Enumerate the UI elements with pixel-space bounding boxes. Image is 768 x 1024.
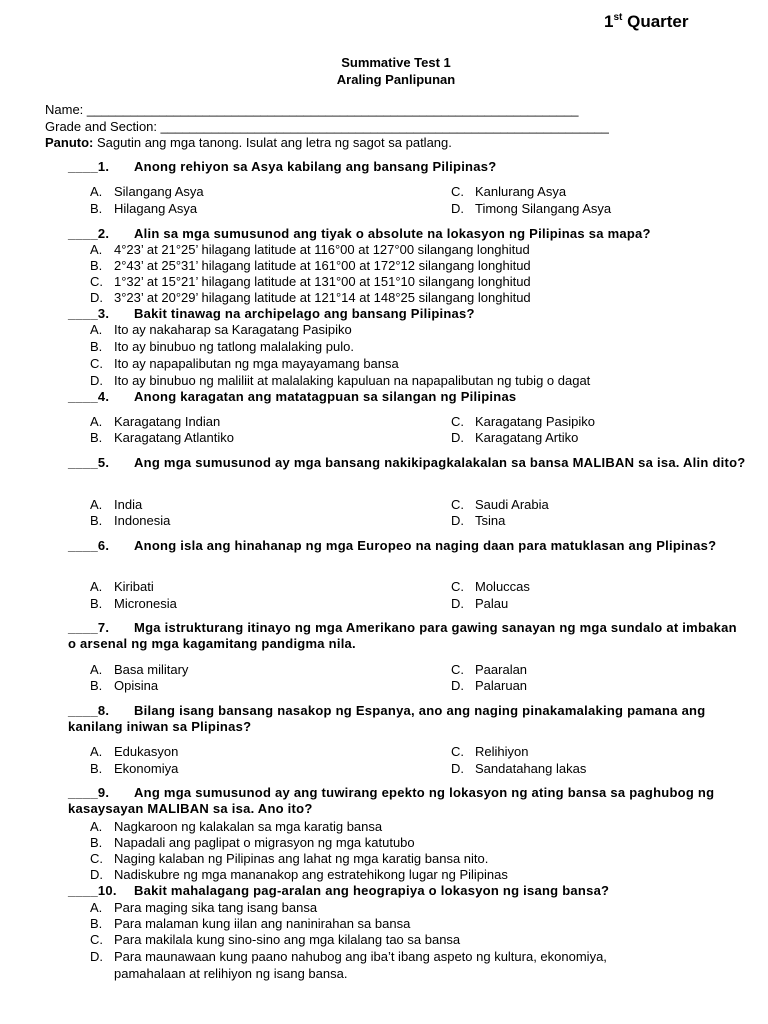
option-text: Ito ay binubuo ng tatlong malalaking pulo.: [114, 339, 354, 354]
question-text: Ang mga sumusunod ay mga bansang nakikipagkalakalan sa bansa MALIBAN sa isa. Alin dito?: [134, 455, 746, 470]
option-b: [90, 258, 531, 274]
option-text: Paaralan: [475, 662, 528, 677]
question-text: Anong rehiyon sa Asya kabilang ang bansang Pilipinas?: [134, 159, 497, 174]
option-b: [90, 430, 234, 446]
option-letter: C.: [451, 184, 464, 199]
option-letter: A.: [90, 184, 103, 199]
option-letter: A.: [90, 819, 103, 834]
question-text: Alin sa mga sumusunod ang tiyak o absolute na lokasyon ng Pilipinas sa mapa?: [134, 226, 651, 241]
option-text: Karagatang Indian: [114, 414, 221, 429]
option-c: [90, 932, 460, 948]
option-d: [90, 867, 508, 883]
quarter-heading: [604, 12, 689, 32]
question-7: [68, 620, 748, 652]
question-9: [68, 785, 748, 817]
instructions-label: Panuto:: [45, 135, 94, 150]
question-8: [68, 703, 748, 735]
option-d: [90, 373, 590, 389]
option-letter: A.: [90, 322, 103, 337]
option-a: [90, 819, 382, 835]
option-b: [90, 513, 170, 529]
option-letter: B.: [90, 258, 103, 273]
option-text: Para makilala kung sino-sino ang mga kilalang tao sa bansa: [114, 932, 461, 947]
option-a: [90, 414, 220, 430]
option-text: Palau: [475, 596, 509, 611]
option-text: Kanlurang Asya: [475, 184, 567, 199]
option-text: pamahalaan at relihiyon ng isang bansa.: [114, 966, 348, 981]
option-b: [90, 596, 177, 612]
question-number: ____9.: [68, 785, 110, 800]
question-1: [68, 159, 748, 175]
option-text: India: [114, 497, 143, 512]
option-b: [90, 916, 410, 932]
instructions: [45, 135, 452, 151]
question-number: ____7.: [68, 620, 110, 635]
grade-section-line: Grade and Section: ______________________________________________________________: [45, 119, 609, 134]
option-letter: C.: [451, 497, 464, 512]
option-a: [90, 184, 204, 200]
option-letter: D.: [451, 201, 464, 216]
option-letter: C.: [451, 414, 464, 429]
option-text: Naging kalaban ng Pilipinas ang lahat ng mga karatig bansa nito.: [114, 851, 489, 866]
option-text: 3°23’ at 20°29’ hilagang latitude at 121°14 at 148°25 silangang longhitud: [114, 290, 531, 305]
quarter-word: Quarter: [622, 12, 689, 31]
option-text: Edukasyon: [114, 744, 179, 759]
option-c: [451, 414, 595, 430]
question-text: Anong isla ang hinahanap ng mga Europeo na naging daan para matuklasan ang Plipinas?: [134, 538, 717, 553]
option-letter: D.: [90, 867, 103, 882]
option-d: [451, 761, 586, 777]
option-text: Ito ay napapalibutan ng mga mayayamang bansa: [114, 356, 399, 371]
option-letter: A.: [90, 662, 103, 677]
option-letter: D.: [451, 596, 464, 611]
option-text: Relihiyon: [475, 744, 529, 759]
question-text: Bakit tinawag na archipelago ang bansang Pilipinas?: [134, 306, 475, 321]
test-titles: [0, 54, 768, 88]
option-letter: B.: [90, 678, 103, 693]
option-c: [90, 356, 399, 372]
option-letter: C.: [90, 851, 103, 866]
option-a: [90, 497, 142, 513]
name-line: Name: ____________________________________________________________________: [45, 102, 579, 117]
option-text: Ekonomiya: [114, 761, 179, 776]
question-text: Bilang isang bansang nasakop ng Espanya, ano ang naging pinakamalaking pamana ang kanilang iniwan sa Plipinas?: [68, 703, 706, 734]
option-text: Tsina: [475, 513, 506, 528]
option-b: [90, 339, 354, 355]
question-6: [68, 538, 748, 554]
question-text: Mga istrukturang itinayo ng mga Amerikano para gawing sanayan ng mga sundalo at imbakan o arsenal ng mga kagamitang pandigma nila.: [68, 620, 737, 651]
option-text: Silangang Asya: [114, 184, 204, 199]
option-b: [90, 835, 415, 851]
option-d-continuation: [90, 966, 347, 982]
question-number: ____1.: [68, 159, 110, 174]
question-3: [68, 306, 748, 322]
subject-title: Araling Panlipunan: [336, 72, 456, 87]
option-d: [451, 596, 508, 612]
option-letter: C.: [90, 356, 103, 371]
option-letter: B.: [90, 596, 103, 611]
option-letter: D.: [90, 373, 103, 388]
option-text: Nagkaroon ng kalakalan sa mga karatig bansa: [114, 819, 383, 834]
option-letter: D.: [90, 949, 103, 964]
question-text: Ang mga sumusunod ay ang tuwirang epekto ng lokasyon ng ating bansa sa paghubog ng kasaysayan MALIBAN sa isa. Ano ito?: [68, 785, 715, 816]
option-letter: B.: [90, 201, 103, 216]
question-text: Anong karagatan ang matatagpuan sa silangan ng Pilipinas: [134, 389, 517, 404]
option-text: Ito ay nakaharap sa Karagatang Pasipiko: [114, 322, 352, 337]
option-letter: B.: [90, 513, 103, 528]
option-a: [90, 744, 178, 760]
option-d: [451, 513, 505, 529]
quarter-number: 1: [604, 12, 614, 31]
option-text: Napadali ang paglipat o migrasyon ng mga katutubo: [114, 835, 415, 850]
option-letter: C.: [90, 274, 103, 289]
option-letter: B.: [90, 835, 103, 850]
question-number: ____3.: [68, 306, 110, 321]
option-text: Moluccas: [475, 579, 530, 594]
option-text: Sandatahang lakas: [475, 761, 587, 776]
option-b: [90, 201, 197, 217]
option-text: Karagatang Pasipiko: [475, 414, 595, 429]
option-b: [90, 678, 158, 694]
option-text: Karagatang Artiko: [475, 430, 579, 445]
option-text: Indonesia: [114, 513, 171, 528]
option-text: Palaruan: [475, 678, 528, 693]
option-letter: A.: [90, 497, 103, 512]
option-d: [451, 430, 578, 446]
option-letter: C.: [451, 744, 464, 759]
option-text: Timong Silangang Asya: [475, 201, 612, 216]
option-text: Micronesia: [114, 596, 177, 611]
option-a: [90, 662, 188, 678]
question-number: ____10.: [68, 883, 117, 898]
question-number: ____8.: [68, 703, 110, 718]
option-text: Hilagang Asya: [114, 201, 198, 216]
test-title: Summative Test 1: [341, 55, 451, 70]
option-letter: A.: [90, 414, 103, 429]
option-text: Basa military: [114, 662, 189, 677]
option-c: [451, 184, 566, 200]
option-c: [451, 579, 530, 595]
question-number: ____6.: [68, 538, 110, 553]
option-text: Para maging sika tang isang bansa: [114, 900, 318, 915]
question-number: ____4.: [68, 389, 110, 404]
option-letter: D.: [451, 761, 464, 776]
quarter-superscript: st: [613, 12, 623, 23]
option-text: Ito ay binubuo ng maliliit at malalaking kapuluan na napapalibutan ng tubig o dagat: [114, 373, 591, 388]
option-a: [90, 242, 530, 258]
option-text: 2°43’ at 25°31’ hilagang latitude at 161°00 at 172°12 silangang longhitud: [114, 258, 531, 273]
option-c: [451, 744, 528, 760]
option-a: [90, 579, 154, 595]
option-d: [90, 949, 607, 965]
option-text: Saudi Arabia: [475, 497, 549, 512]
option-text: Para maunawaan kung paano nahubog ang iba’t ibang aspeto ng kultura, ekonomiya,: [114, 949, 607, 964]
option-letter: A.: [90, 242, 103, 257]
option-letter: C.: [451, 662, 464, 677]
option-text: Opisina: [114, 678, 159, 693]
option-letter: B.: [90, 916, 103, 931]
option-c: [451, 497, 549, 513]
option-d: [451, 201, 611, 217]
option-letter: A.: [90, 579, 103, 594]
option-letter: C.: [451, 579, 464, 594]
option-d: [90, 290, 531, 306]
option-letter: B.: [90, 761, 103, 776]
option-letter: D.: [451, 678, 464, 693]
option-text: 4°23’ at 21°25’ hilagang latitude at 116°00 at 127°00 silangang longhitud: [114, 242, 530, 257]
option-c: [90, 851, 488, 867]
option-letter: D.: [90, 290, 103, 305]
option-text: Para malaman kung iilan ang naninirahan sa bansa: [114, 916, 411, 931]
question-4: [68, 389, 748, 405]
question-10: [68, 883, 748, 899]
option-text: Nadiskubre ng mga mananakop ang estratehikong lugar ng Pilipinas: [114, 867, 508, 882]
option-letter: B.: [90, 430, 103, 445]
option-a: [90, 900, 317, 916]
option-letter: D.: [451, 430, 464, 445]
option-c: [451, 662, 527, 678]
question-number: ____2.: [68, 226, 110, 241]
option-letter: C.: [90, 932, 103, 947]
option-c: [90, 274, 531, 290]
option-b: [90, 761, 178, 777]
option-a: [90, 322, 352, 338]
option-d: [451, 678, 527, 694]
option-letter: A.: [90, 900, 103, 915]
option-letter: A.: [90, 744, 103, 759]
option-letter: D.: [451, 513, 464, 528]
question-text: Bakit mahalagang pag-aralan ang heograpiya o lokasyon ng isang bansa?: [134, 883, 610, 898]
question-number: ____5.: [68, 455, 110, 470]
option-text: Karagatang Atlantiko: [114, 430, 234, 445]
option-text: 1°32’ at 15°21’ hilagang latitude at 131°00 at 151°10 silangang longhitud: [114, 274, 531, 289]
option-text: Kiribati: [114, 579, 154, 594]
question-2: [68, 226, 748, 242]
question-5: [68, 455, 748, 471]
instructions-text: Sagutin ang mga tanong. Isulat ang letra ng sagot sa patlang.: [93, 135, 452, 150]
option-letter: B.: [90, 339, 103, 354]
